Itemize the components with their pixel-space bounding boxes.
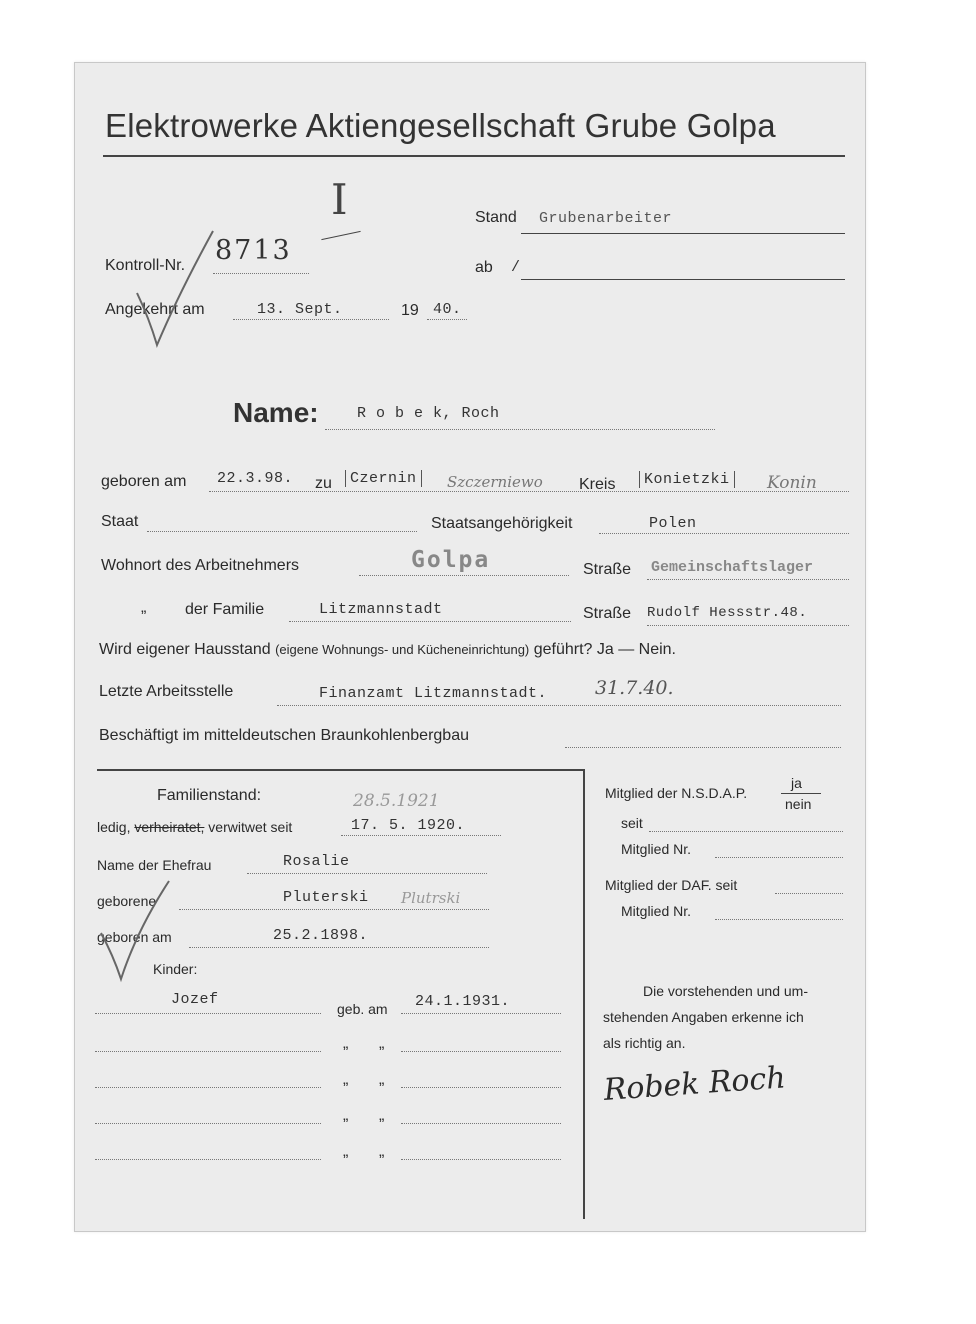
hausstand-label [99,641,676,659]
kind1-name: Jozef [171,991,219,1008]
staatsangehoerigkeit-dots [599,533,849,534]
numeral-underline [321,231,360,240]
kind4-ditto-b: „ [379,1107,385,1124]
wohnort-dots [359,575,569,576]
nsdap-ja-nein-divider [781,793,821,794]
geboren-date: 22.3.98. [217,470,294,487]
hausstand-note: (eigene Wohnungs- und Kücheneinrichtung) [275,642,530,657]
daf-label: Mitglied der DAF. seit [605,877,738,893]
familie-label: der Familie [185,601,265,618]
ledig-option: ledig, [97,819,131,835]
kind3-ditto-a: „ [343,1071,349,1088]
geborene-hand: Plutrski [401,889,461,907]
kind2-ditto-a: „ [343,1035,349,1052]
kind5-date-dots [401,1159,561,1160]
letzte-value: Finanzamt Litzmannstadt. [319,685,548,702]
angekehrt-date: 13. Sept. [257,301,343,318]
geboren-am-value: 25.2.1898. [273,927,369,944]
daf-nr: Mitglied Nr. [621,903,692,919]
familie-value: Litzmannstadt [319,601,443,618]
stand-value: Grubenarbeiter [539,210,673,227]
name-label: Name: [233,397,319,428]
staatsangehoerigkeit-label: Staatsangehörigkeit [431,515,573,532]
daf-nr-dots [715,919,843,920]
stand-label: Stand [475,209,517,226]
kreis-value: Konietzki [639,471,735,488]
staatsangehoerigkeit-value: Polen [649,515,697,532]
wohnort-strasse: Gemeinschaftslager [651,559,814,576]
familie-dots [289,621,571,622]
attest-line3: als richtig an. [603,1035,686,1051]
header-underline [103,155,845,157]
familie-strasse-label: Straße [583,605,632,622]
nsdap-nr-dots [715,857,843,858]
letzte-hand: 31.7.40. [595,677,674,699]
year-dots [427,319,467,320]
kind3-dots [95,1087,321,1088]
verheiratet-option: verheiratet, [134,819,205,835]
letzte-dots [277,705,841,706]
kind4-ditto-a: „ [343,1107,349,1124]
kind5-dots [95,1159,321,1160]
kontroll-value: 8713 [215,235,292,266]
familienstand-options [97,819,292,835]
check-mark-upper-icon [129,223,219,353]
ehefrau-dots [247,873,487,874]
angekehrt-dots [233,319,389,320]
kind2-ditto-b: „ [379,1035,385,1052]
kind2-dots [95,1051,321,1052]
ehefrau-label: Name der Ehefrau [97,857,212,873]
beschaeftigt-dots [565,747,841,748]
nsdap-ja: ja [791,775,802,791]
roman-numeral-mark: I [331,175,348,224]
nsdap-seit-dots [649,831,843,832]
nsdap-label: Mitglied der N.S.D.A.P. [605,785,748,801]
name-dots [325,429,715,430]
geboren-am-dots [189,947,489,948]
zu-label: zu [315,475,332,492]
daf-seit-dots [775,893,843,894]
registration-card [74,62,866,1232]
geboren-dots [209,491,849,492]
signature: Robek Roch [602,1060,787,1108]
kind1-dots [95,1013,321,1014]
kind3-ditto-b: „ [379,1071,385,1088]
kind1-date: 24.1.1931. [415,993,511,1010]
beschaeftigt-label: Beschäftigt im mitteldeutschen Braunkohlenbergbau [99,727,469,744]
familie-strasse-dots [647,625,849,626]
staat-dots [147,531,417,532]
geboren-place: Czernin [345,470,422,487]
kind1-date-dots [401,1013,561,1014]
nsdap-nein: nein [785,796,812,812]
attest-line2: stehenden Angaben erkenne ich [603,1009,804,1025]
kontroll-label: Kontroll-Nr. [105,257,186,274]
wohnort-value: Golpa [411,547,491,573]
nsdap-nr: Mitglied Nr. [621,841,692,857]
familie-quote: „ [141,599,147,616]
familienstand-title: Familienstand: [157,787,262,804]
attest-line1: Die vorstehenden und um- [643,983,808,999]
kind4-date-dots [401,1123,561,1124]
wohnort-label: Wohnort des Arbeitnehmers [101,557,300,574]
angekehrt-year: 40. [433,301,462,318]
ab-label: ab [475,259,493,276]
wohnort-strasse-dots [647,579,849,580]
geborene-dots [179,909,489,910]
verwitwet-dots [341,835,501,836]
kind2-date-dots [401,1051,561,1052]
ehefrau-value: Rosalie [283,853,350,870]
kind5-ditto-a: „ [343,1143,349,1160]
geboren-place-hand: Szczerniewo [447,473,543,491]
letzte-label: Letzte Arbeitsstelle [99,683,234,700]
kreis-hand: Konin [767,473,817,493]
kind4-dots [95,1123,321,1124]
stand-line [521,233,845,234]
geborene-value: Pluterski [283,889,369,906]
family-box-right [583,769,585,1219]
geboren-am-label: geboren am [97,929,172,945]
nsdap-seit: seit [621,815,643,831]
verwitwet-option: verwitwet seit [208,819,293,835]
family-box-top [97,769,585,771]
familienstand-hand-date: 28.5.1921 [353,791,440,811]
geborene-label: geborene [97,893,157,909]
angekehrt-year-prefix: 19 [401,302,419,319]
angekehrt-label: Angekehrt am [105,301,205,318]
hausstand-text: Wird eigener Hausstand [99,641,271,658]
kind1-geb-label: geb. am [337,1001,388,1017]
kontroll-dots [213,273,309,274]
geboren-label: geboren am [101,473,187,490]
wohnort-strasse-label: Straße [583,561,632,578]
hausstand-tail: geführt? Ja — Nein. [533,641,676,658]
ab-value: / [511,259,521,276]
kinder-label: Kinder: [153,961,198,977]
verwitwet-date: 17. 5. 1920. [351,817,466,834]
kreis-label: Kreis [579,476,616,493]
name-value: R o b e k, Roch [357,405,500,422]
company-title: Elektrowerke Aktiengesellschaft Grube Golpa [105,107,776,144]
ab-line [521,279,845,280]
familie-strasse: Rudolf Hessstr.48. [647,605,808,621]
kind3-date-dots [401,1087,561,1088]
staat-label: Staat [101,513,139,530]
kind5-ditto-b: „ [379,1143,385,1160]
